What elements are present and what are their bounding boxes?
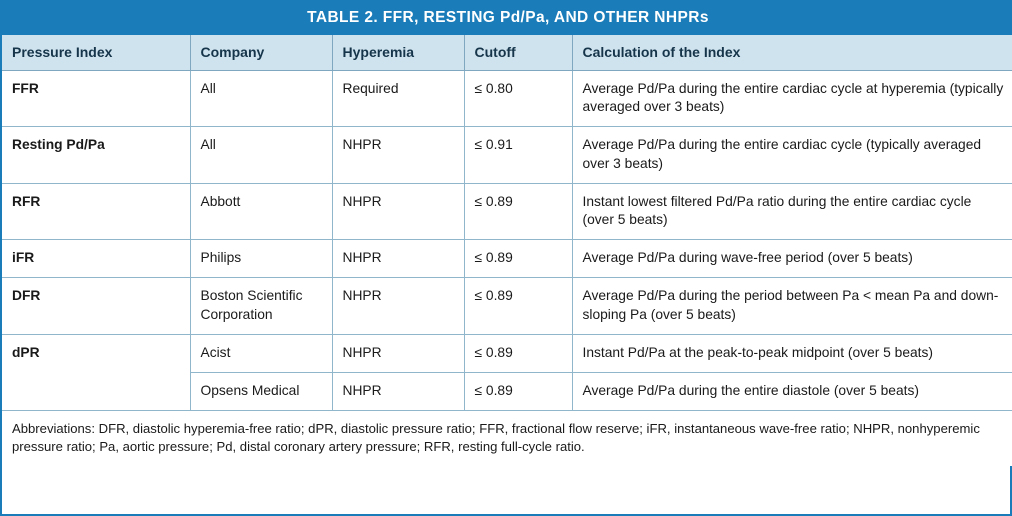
table-title-row <box>2 2 1012 35</box>
cell-hyperemia: Required <box>332 71 464 127</box>
cell-hyperemia: NHPR <box>332 127 464 183</box>
table-row <box>2 183 1012 239</box>
column-header-company: Company <box>190 35 332 71</box>
cell-calculation: Average Pd/Pa during the entire cardiac cycle at hyperemia (typically averaged over 3 beats) <box>572 71 1012 127</box>
table-row <box>2 278 1012 334</box>
cell-hyperemia: NHPR <box>332 183 464 239</box>
abbreviations-footnote: Abbreviations: DFR, diastolic hyperemia-free ratio; dPR, diastolic pressure ratio; FFR, fractional flow reserve; iFR, instantaneous wave-free ratio; NHPR, nonhyperemic pressure ratio; Pa, aortic pressure; Pd, distal coronary artery pressure; RFR, resting full-cycle ratio. <box>2 411 1012 466</box>
cell-company: Boston Scientific Corporation <box>190 278 332 334</box>
cell-company: Abbott <box>190 183 332 239</box>
cell-cutoff: ≤ 0.80 <box>464 71 572 127</box>
cell-hyperemia: NHPR <box>332 240 464 278</box>
cell-calculation: Average Pd/Pa during the period between Pa < mean Pa and down-sloping Pa (over 5 beats) <box>572 278 1012 334</box>
cell-cutoff: ≤ 0.89 <box>464 278 572 334</box>
cell-pressure-index: RFR <box>2 183 190 239</box>
cell-pressure-index: Resting Pd/Pa <box>2 127 190 183</box>
cell-cutoff: ≤ 0.89 <box>464 373 572 411</box>
table-row <box>2 71 1012 127</box>
cell-pressure-index: DFR <box>2 278 190 334</box>
cell-pressure-index: dPR <box>2 334 190 372</box>
table-row <box>2 240 1012 278</box>
cell-pressure-index <box>2 373 190 411</box>
table-title: TABLE 2. FFR, RESTING Pd/Pa, AND OTHER NHPRs <box>2 2 1012 35</box>
cell-calculation: Average Pd/Pa during the entire cardiac cycle (typically averaged over 3 beats) <box>572 127 1012 183</box>
table-row <box>2 127 1012 183</box>
cell-pressure-index: FFR <box>2 71 190 127</box>
cell-company: All <box>190 127 332 183</box>
table-row <box>2 373 1012 411</box>
table-header-row <box>2 35 1012 71</box>
cell-calculation: Average Pd/Pa during wave-free period (over 5 beats) <box>572 240 1012 278</box>
column-header-hyperemia: Hyperemia <box>332 35 464 71</box>
table-footnote-row <box>2 411 1012 466</box>
cell-company: Philips <box>190 240 332 278</box>
cell-company: Opsens Medical <box>190 373 332 411</box>
cell-calculation: Instant lowest filtered Pd/Pa ratio during the entire cardiac cycle (over 5 beats) <box>572 183 1012 239</box>
cell-calculation: Average Pd/Pa during the entire diastole (over 5 beats) <box>572 373 1012 411</box>
column-header-cutoff: Cutoff <box>464 35 572 71</box>
cell-cutoff: ≤ 0.89 <box>464 240 572 278</box>
cell-hyperemia: NHPR <box>332 278 464 334</box>
table-row <box>2 334 1012 372</box>
cell-cutoff: ≤ 0.89 <box>464 334 572 372</box>
cell-pressure-index: iFR <box>2 240 190 278</box>
cell-cutoff: ≤ 0.89 <box>464 183 572 239</box>
cell-cutoff: ≤ 0.91 <box>464 127 572 183</box>
cell-company: All <box>190 71 332 127</box>
ffr-comparison-table <box>2 2 1012 466</box>
cell-hyperemia: NHPR <box>332 334 464 372</box>
cell-hyperemia: NHPR <box>332 373 464 411</box>
column-header-calculation: Calculation of the Index <box>572 35 1012 71</box>
cell-company: Acist <box>190 334 332 372</box>
column-header-pressure-index: Pressure Index <box>2 35 190 71</box>
cell-calculation: Instant Pd/Pa at the peak-to-peak midpoint (over 5 beats) <box>572 334 1012 372</box>
